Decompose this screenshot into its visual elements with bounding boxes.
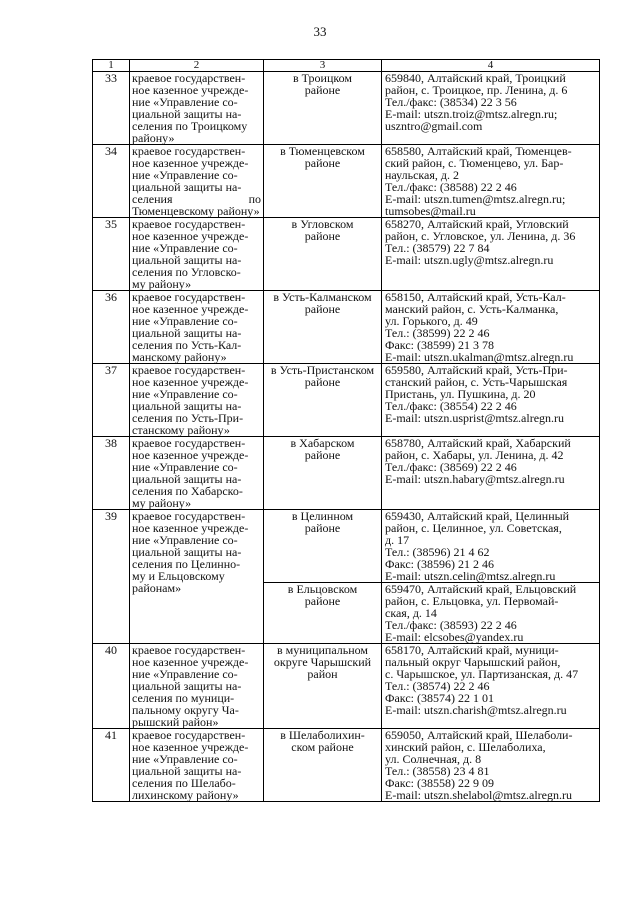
district-name: в Целинном районе <box>264 510 382 583</box>
table-row <box>93 291 600 364</box>
contact-info: 658270, Алтайский край, Угловский район, с. Угловское, ул. Ленина, д. 36 Тел.: (38579) 22 7 84 E-mail: utszn.ugly@mtsz.alregn.ru <box>382 218 600 291</box>
table-row <box>93 437 600 510</box>
organization-name: краевое государствен- ное казенное учрежде- ние «Управление со- циальной защиты на- селения по Усть-Кал- манскому району» <box>130 291 264 364</box>
district-name: в муниципальном округе Чарышский район <box>264 644 382 729</box>
organization-name: краевое государствен- ное казенное учрежде- ние «Управление со- циальной защиты на- селения по Шелабо- лихинскому району» <box>130 729 264 802</box>
row-number: 36 <box>93 291 130 364</box>
district-name: в Усть-Калманском районе <box>264 291 382 364</box>
contact-info: 659050, Алтайский край, Шелаболи- хинский район, с. Шелаболиха, ул. Солнечная, д. 8 Тел.: (38558) 23 4 81 Факс: (38558) 22 9 09 E-mail: utszn.shelabol@mtsz.alregn.ru <box>382 729 600 802</box>
contacts-table <box>92 59 600 802</box>
table-row <box>93 644 600 729</box>
table-row <box>93 510 600 583</box>
contact-info: 659580, Алтайский край, Усть-При- станский район, с. Усть-Чарышская Пристань, ул. Пушкина, д. 20 Тел./факс: (38554) 22 2 46 E-mail: utszn.usprist@mtsz.alregn.ru <box>382 364 600 437</box>
organization-name: краевое государствен- ное казенное учрежде- ние «Управление со- циальной защиты на- селения по Целинно- му и Ельцовскому районам» <box>130 510 264 644</box>
table-row <box>93 729 600 802</box>
page-number: 33 <box>313 24 327 39</box>
organization-name: краевое государствен- ное казенное учрежде- ние «Управление со- циальной защиты на- селения по Угловско- му району» <box>130 218 264 291</box>
contact-info: 659430, Алтайский край, Целинный район, с. Целинное, ул. Советская, д. 17 Тел.: (38596) 21 4 62 Факс: (38596) 21 2 46 E-mail: utszn.celin@mtsz.alregn.ru <box>382 510 600 583</box>
district-name: в Усть-Пристанском районе <box>264 364 382 437</box>
district-name: в Троицком районе <box>264 72 382 145</box>
column-header-4: 4 <box>382 60 600 72</box>
district-name: в Шелаболихин- ском районе <box>264 729 382 802</box>
row-number: 39 <box>93 510 130 644</box>
row-number: 38 <box>93 437 130 510</box>
contact-info: 658780, Алтайский край, Хабарский район, с. Хабары, ул. Ленина, д. 42 Тел./факс: (38569) 22 2 46 E-mail: utszn.habary@mtsz.alregn.ru <box>382 437 600 510</box>
row-number: 41 <box>93 729 130 802</box>
contact-info: 658580, Алтайский край, Тюменцев- ский район, с. Тюменцево, ул. Бар- наульская, д. 2 Тел./факс: (38588) 22 2 46 E-mail: utszn.tumen@mtsz.alregn.ru; tumsobes@mail.ru <box>382 145 600 218</box>
row-number: 35 <box>93 218 130 291</box>
column-header-1: 1 <box>93 60 130 72</box>
district-name: в Хабарском районе <box>264 437 382 510</box>
organization-name: краевое государствен- ное казенное учрежде- ние «Управление со- циальной защиты на- селения по Троицкому району» <box>130 72 264 145</box>
row-number: 40 <box>93 644 130 729</box>
row-number: 34 <box>93 145 130 218</box>
district-name: в Тюменцевском районе <box>264 145 382 218</box>
contact-info: 658170, Алтайский край, муници- пальный округ Чарышский район, с. Чарышское, ул. Партизанская, д. 47 Тел.: (38574) 22 2 46 Факс: (38574) 22 1 01 E-mail: utszn.charish@mtsz.alregn.ru <box>382 644 600 729</box>
column-header-3: 3 <box>264 60 382 72</box>
contact-info: 659840, Алтайский край, Троицкий район, с. Троицкое, пр. Ленина, д. 6 Тел./факс: (38534) 22 3 56 E-mail: utszn.troiz@mtsz.alregn.ru; uszntro@gmail.com <box>382 72 600 145</box>
organization-name: краевое государствен- ное казенное учрежде- ние «Управление со- циальной защиты на- селения по Тюменцевскому району» <box>130 145 264 218</box>
contact-info: 658150, Алтайский край, Усть-Кал- манский район, с. Усть-Калманка, ул. Горького, д. 49 Тел.: (38599) 22 2 46 Факс: (38599) 21 3 78 E-mail: utszn.ukalman@mtsz.alregn.ru <box>382 291 600 364</box>
row-number: 33 <box>93 72 130 145</box>
column-header-2: 2 <box>130 60 264 72</box>
contact-info: 659470, Алтайский край, Ельцовский район, с. Ельцовка, ул. Первомай- ская, д. 14 Тел./факс: (38593) 22 2 46 E-mail: elcsobes@yandex.ru <box>382 583 600 644</box>
table-row <box>93 72 600 145</box>
organization-name: краевое государствен- ное казенное учрежде- ние «Управление со- циальной защиты на- селения по муници- пальному округу Ча- рышский район» <box>130 644 264 729</box>
table-header-row <box>93 60 600 72</box>
organization-name: краевое государствен- ное казенное учрежде- ние «Управление со- циальной защиты на- селения по Хабарско- му району» <box>130 437 264 510</box>
district-name: в Угловском районе <box>264 218 382 291</box>
table-row <box>93 145 600 218</box>
table-row <box>93 218 600 291</box>
table-row <box>93 364 600 437</box>
organization-name: краевое государствен- ное казенное учрежде- ние «Управление со- циальной защиты на- селения по Усть-При- станскому району» <box>130 364 264 437</box>
row-number: 37 <box>93 364 130 437</box>
district-name: в Ельцовском районе <box>264 583 382 644</box>
